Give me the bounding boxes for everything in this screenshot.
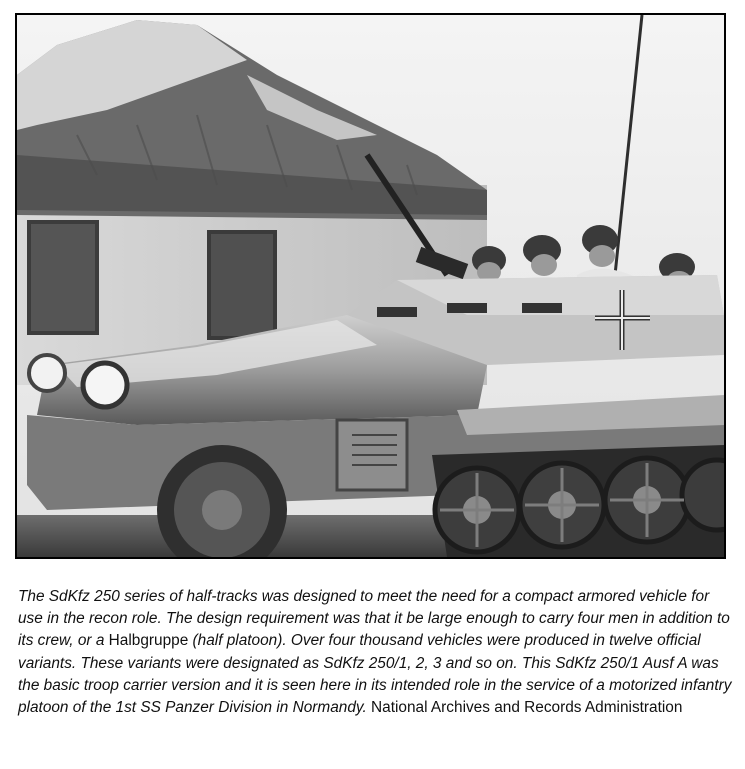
- caption-credit: National Archives and Records Administration: [366, 699, 683, 717]
- caption-text-part2: (half platoon). Over four thousand vehicles were produced in twelve official variants. These variants were designated as SdKfz 250/1, 2, 3 and so on. This SdKfz 250/1 Ausf A was the basic troop carrier version and it is seen here in its intended role in the service of a motorized infantry platoon of the 1st SS Panzer Division in Normandy.: [18, 632, 732, 717]
- caption-term: Halbgruppe: [108, 632, 189, 650]
- caption-text-part1: The SdKfz 250 series of half-tracks was designed to meet the need for a compact armored vehicle for use in the recon role. The design requirement was that it be large enough to carry four men in addition to its crew, or a: [18, 588, 730, 650]
- photo-halftrack: [15, 13, 726, 559]
- photo-caption: [18, 586, 733, 719]
- photo-illustration: [17, 15, 724, 557]
